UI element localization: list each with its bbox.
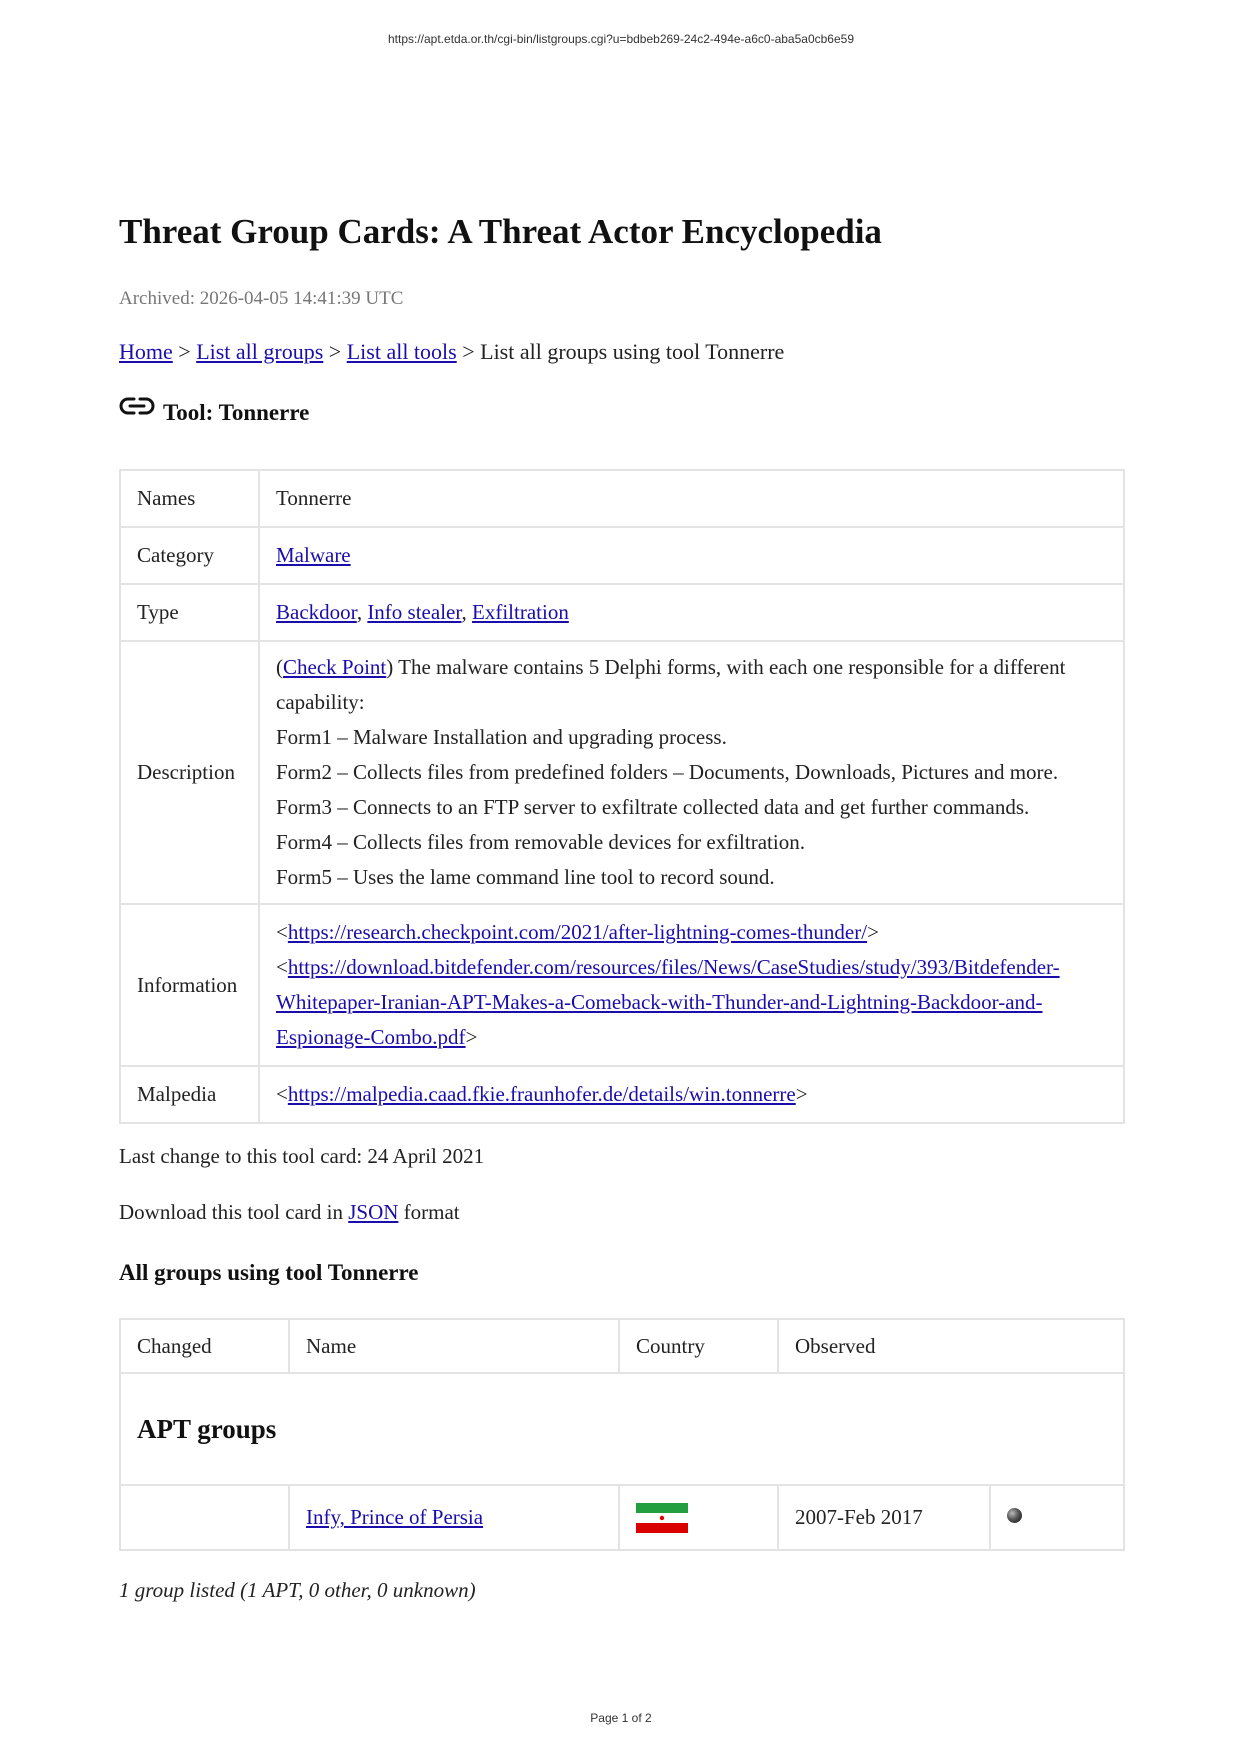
archived-timestamp: Archived: 2026-04-05 14:41:39 UTC xyxy=(119,288,404,309)
column-header-changed: Changed xyxy=(120,1319,289,1373)
description-label: Description xyxy=(120,641,259,904)
table-row xyxy=(120,527,1124,584)
malpedia-link[interactable]: https://malpedia.caad.fkie.fraunhofer.de/details/win.tonnerre xyxy=(287,1082,796,1106)
table-row xyxy=(120,641,1124,904)
gt: > xyxy=(795,1082,808,1106)
page-title: Threat Group Cards: A Threat Actor Encyclopedia xyxy=(119,212,882,251)
iran-flag-icon xyxy=(636,1503,688,1533)
column-header-name: Name xyxy=(289,1319,619,1373)
tool-heading xyxy=(119,400,309,426)
description-line: Form5 – Uses the lame command line tool to record sound. xyxy=(276,865,775,889)
category-value xyxy=(259,527,1124,584)
checkpoint-research-link[interactable]: https://research.checkpoint.com/2021/after-lightning-comes-thunder/ xyxy=(287,920,868,944)
category-malware-link[interactable]: Malware xyxy=(276,543,351,567)
page-url-header: https://apt.etda.or.th/cgi-bin/listgroups.cgi?u=bdbeb269-24c2-494e-a6c0-aba5a0cb6e59 xyxy=(387,32,854,46)
lt: < xyxy=(276,1082,288,1106)
description-line: Form1 – Malware Installation and upgrading process. xyxy=(276,725,727,749)
gt: > xyxy=(465,1025,478,1049)
information-entry xyxy=(276,950,1107,1055)
type-exfiltration-link[interactable]: Exfiltration xyxy=(472,600,569,624)
country-cell xyxy=(619,1485,778,1550)
malpedia-label: Malpedia xyxy=(120,1066,259,1123)
table-row xyxy=(120,1485,1124,1550)
group-infy-link[interactable]: Infy, Prince of Persia xyxy=(306,1505,484,1529)
description-line: Form4 – Collects files from removable devices for exfiltration. xyxy=(276,830,805,854)
table-row xyxy=(120,904,1124,1066)
last-change-note: Last change to this tool card: 24 April 2021 xyxy=(119,1144,485,1168)
tool-info-table xyxy=(119,469,1125,1124)
type-backdoor-link[interactable]: Backdoor xyxy=(276,600,357,624)
description-line: Form3 – Connects to an FTP server to exfiltrate collected data and get further commands. xyxy=(276,795,1030,819)
information-entry xyxy=(276,915,1107,950)
apt-groups-section-title: APT groups xyxy=(137,1413,277,1444)
download-note xyxy=(119,1200,460,1225)
changed-cell xyxy=(120,1485,289,1550)
type-separator: , xyxy=(356,600,368,624)
breadcrumb-current: > List all groups using tool Tonnerre xyxy=(456,339,785,364)
name-cell xyxy=(289,1485,619,1550)
download-prefix: Download this tool card in xyxy=(119,1200,349,1224)
table-row xyxy=(120,470,1124,527)
bitdefender-whitepaper-link[interactable]: https://download.bitdefender.com/resources/files/News/CaseStudies/study/393/Bitdefender-Whitepaper-Iranian-APT-Makes-a-Comeback-with-Thunder-and-Lightning-Backdoor-and-Espionage-Combo.pdf xyxy=(276,955,1060,1049)
category-label: Category xyxy=(120,527,259,584)
information-value xyxy=(259,904,1124,1066)
link-icon xyxy=(119,394,155,418)
malpedia-value xyxy=(259,1066,1124,1123)
table-row xyxy=(120,1066,1124,1123)
breadcrumb-home-link[interactable]: Home xyxy=(119,339,173,364)
column-header-observed: Observed xyxy=(778,1319,1124,1373)
type-separator: , xyxy=(461,600,473,624)
type-value xyxy=(259,584,1124,641)
status-dot-icon xyxy=(1007,1508,1022,1523)
section-row xyxy=(120,1373,1124,1485)
json-download-link[interactable]: JSON xyxy=(348,1200,399,1224)
breadcrumb-separator: > xyxy=(172,339,197,364)
lt: < xyxy=(276,920,288,944)
column-header-country: Country xyxy=(619,1319,778,1373)
gt: > xyxy=(867,920,879,944)
names-value: Tonnerre xyxy=(259,470,1124,527)
names-label: Names xyxy=(120,470,259,527)
status-cell xyxy=(990,1485,1124,1550)
groups-table xyxy=(119,1318,1125,1551)
check-point-source-link[interactable]: Check Point xyxy=(283,655,387,679)
breadcrumb-all-tools-link[interactable]: List all tools xyxy=(346,339,457,364)
page-number-footer: Page 1 of 2 xyxy=(590,1711,652,1725)
breadcrumb-separator: > xyxy=(323,339,347,364)
lt: < xyxy=(276,955,288,979)
download-suffix: format xyxy=(398,1200,460,1224)
groups-heading: All groups using tool Tonnerre xyxy=(119,1260,419,1285)
description-line: Form2 – Collects files from predefined folders – Documents, Downloads, Pictures and more. xyxy=(276,760,1059,784)
information-label: Information xyxy=(120,904,259,1066)
description-value xyxy=(259,641,1124,904)
description-intro-text: ) The malware contains 5 Delphi forms, with each one responsible for a different capability: xyxy=(276,655,1066,714)
paren: ( xyxy=(276,655,283,679)
observed-cell: 2007-Feb 2017 xyxy=(778,1485,990,1550)
table-header-row xyxy=(120,1319,1124,1373)
breadcrumb xyxy=(119,339,784,365)
type-info-stealer-link[interactable]: Info stealer xyxy=(367,600,462,624)
tool-title: Tool: Tonnerre xyxy=(163,400,310,425)
groups-summary: 1 group listed (1 APT, 0 other, 0 unknown) xyxy=(119,1578,476,1602)
breadcrumb-all-groups-link[interactable]: List all groups xyxy=(196,339,324,364)
section-cell xyxy=(120,1373,1124,1485)
table-row xyxy=(120,584,1124,641)
type-label: Type xyxy=(120,584,259,641)
description-intro xyxy=(276,650,1107,720)
